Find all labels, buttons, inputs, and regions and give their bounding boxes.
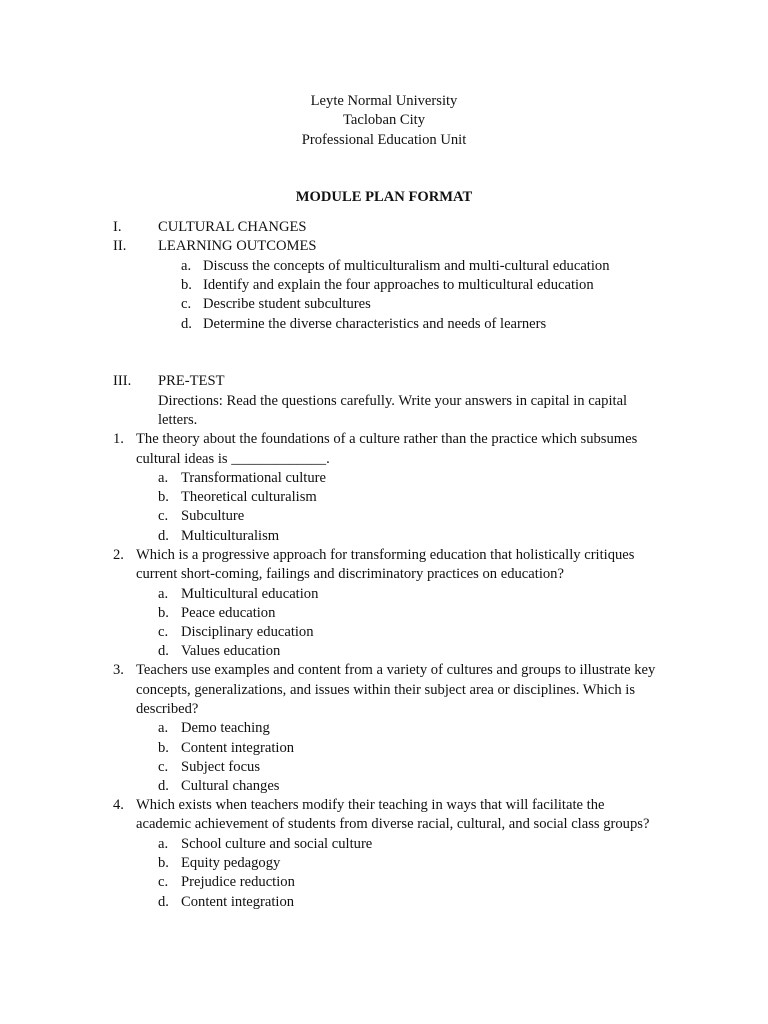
option-text: Content integration — [181, 740, 295, 756]
document-title: MODULE PLAN FORMAT — [295, 189, 473, 205]
document-header — [0, 92, 768, 150]
option-letter: d. — [158, 643, 169, 659]
question-text: current short-coming, failings and discriminatory practices on education? — [136, 566, 564, 582]
option-letter: a. — [158, 470, 169, 486]
section-1-number: I. — [113, 219, 122, 235]
outcome-text: Determine the diverse characteristics and needs of learners — [203, 316, 547, 332]
question-text: academic achievement of students from diverse racial, cultural, and social class groups? — [136, 816, 650, 832]
option-text: Content integration — [181, 894, 295, 910]
option-text: Prejudice reduction — [181, 874, 295, 890]
option-letter: c. — [158, 874, 169, 890]
option-letter: a. — [158, 720, 169, 736]
outcome-text: Describe student subcultures — [203, 296, 371, 312]
option-letter: b. — [158, 489, 169, 505]
section-3-number: III. — [113, 373, 132, 389]
question-text: concepts, generalizations, and issues within their subject area or disciplines. Which is — [136, 682, 636, 698]
unit-name: Professional Education Unit — [301, 131, 467, 148]
option-letter: c. — [158, 759, 169, 775]
outcome-text: Identify and explain the four approaches to multicultural education — [203, 277, 594, 293]
option-text: Subculture — [181, 508, 245, 524]
question-number: 3. — [113, 662, 124, 678]
option-text: Peace education — [181, 605, 276, 621]
option-text: Demo teaching — [181, 720, 270, 736]
option-text: School culture and social culture — [181, 836, 373, 852]
question-number: 2. — [113, 547, 124, 563]
section-1-label: CULTURAL CHANGES — [158, 219, 307, 235]
outcome-letter: b. — [181, 277, 192, 293]
option-text: Values education — [181, 643, 281, 659]
option-letter: c. — [158, 624, 169, 640]
question-text: Which exists when teachers modify their teaching in ways that will facilitate the — [136, 797, 605, 813]
option-letter: b. — [158, 740, 169, 756]
option-letter: d. — [158, 528, 169, 544]
option-letter: b. — [158, 605, 169, 621]
option-letter: d. — [158, 778, 169, 794]
question-text: Teachers use examples and content from a variety of cultures and groups to illustrate key — [136, 662, 656, 678]
city-name: Tacloban City — [342, 112, 426, 129]
option-text: Equity pedagogy — [181, 855, 281, 871]
option-letter: d. — [158, 894, 169, 910]
university-name: Leyte Normal University — [310, 93, 458, 109]
option-text: Cultural changes — [181, 778, 280, 794]
pretest-directions: Directions: Read the questions carefully. Write your answers in capital in capital — [158, 393, 628, 409]
section-2-number: II. — [113, 238, 127, 254]
question-text: The theory about the foundations of a culture rather than the practice which subsumes — [136, 431, 638, 447]
option-text: Transformational culture — [181, 470, 326, 486]
outcome-letter: a. — [181, 258, 192, 274]
option-letter: c. — [158, 508, 169, 524]
outcome-letter: d. — [181, 316, 192, 332]
option-text: Multicultural education — [181, 586, 319, 602]
question-text: described? — [136, 701, 199, 717]
question-text: cultural ideas is _____________. — [136, 451, 330, 467]
option-letter: a. — [158, 586, 169, 602]
question-text: Which is a progressive approach for transforming education that holistically critiques — [136, 547, 635, 563]
outcome-letter: c. — [181, 296, 192, 312]
section-2-label: LEARNING OUTCOMES — [158, 238, 317, 254]
option-text: Disciplinary education — [181, 624, 314, 640]
option-letter: b. — [158, 855, 169, 871]
question-number: 4. — [113, 797, 124, 813]
option-text: Multiculturalism — [181, 528, 280, 544]
option-text: Theoretical culturalism — [181, 489, 317, 505]
option-letter: a. — [158, 836, 169, 852]
question-number: 1. — [113, 431, 124, 447]
pretest-directions-continued: letters. — [158, 412, 198, 428]
option-text: Subject focus — [181, 759, 261, 775]
outcome-text: Discuss the concepts of multiculturalism and multi-cultural education — [203, 258, 610, 274]
section-3-label: PRE-TEST — [158, 373, 225, 389]
